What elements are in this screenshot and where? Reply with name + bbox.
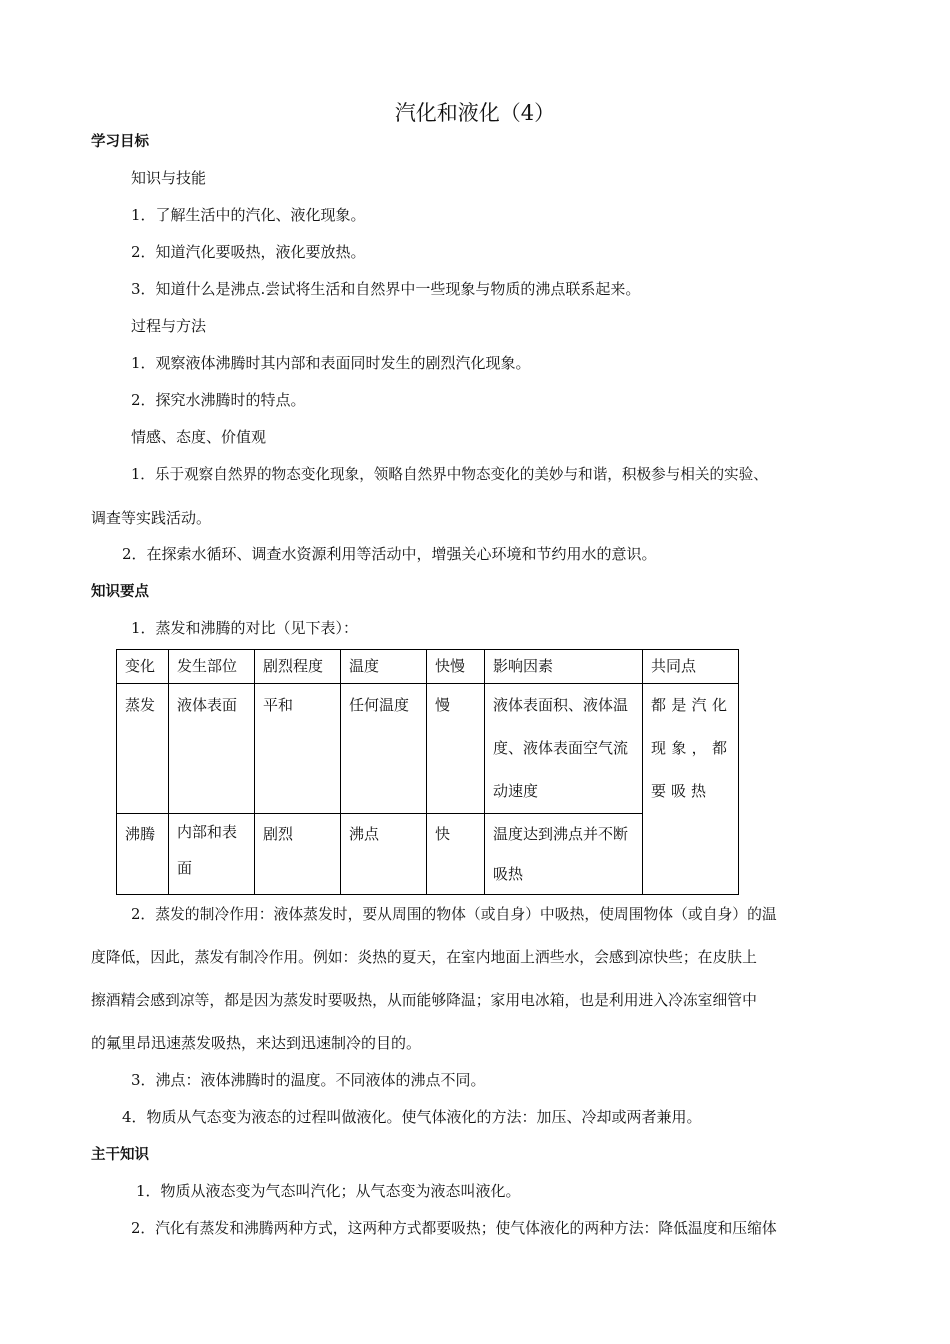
table-cell: 剧烈 [255,814,341,895]
table-header-cell: 发生部位 [169,650,255,684]
page-title: 汽化和液化（4） [394,101,556,125]
knowledge-label: 知识与技能 [131,169,207,187]
points-item-2-line-2: 度降低，因此，蒸发有制冷作用。例如：炎热的夏天，在室内地面上洒些水，会感到凉快些；在皮肤上 [91,949,757,966]
table-cell: 液体表面 [169,684,255,814]
points-item-3: 3．沸点：液体沸腾时的温度。不同液体的沸点不同。 [131,1071,486,1089]
table-header-cell: 变化 [117,650,169,684]
heading-points: 知识要点 [91,584,149,600]
table-header-cell: 温度 [341,650,427,684]
table-cell: 沸腾 [117,814,169,895]
process-item-2: 2．探究水沸腾时的特点。 [131,391,306,409]
table-cell: 沸点 [341,814,427,895]
table-cell: 任何温度 [341,684,427,814]
emotion-item-2: 2．在探索水循环、调查水资源利用等活动中，增强关心环境和节约用水的意识。 [122,545,657,563]
points-item-2-line-1: 2．蒸发的制冷作用：液体蒸发时，要从周围的物体（或自身）中吸热，使周围物体（或自身）的温 [131,906,777,923]
points-item-2-line-4: 的氟里昂迅速蒸发吸热，来达到迅速制冷的目的。 [91,1034,422,1052]
table-header-cell: 剧烈程度 [255,650,341,684]
table-cell: 快 [427,814,485,895]
knowledge-item-2: 2．知道汽化要吸热，液化要放热。 [131,243,366,261]
heading-main: 主干知识 [91,1147,149,1163]
process-item-1: 1．观察液体沸腾时其内部和表面同时发生的剧烈汽化现象。 [131,354,531,372]
table-cell: 平和 [255,684,341,814]
knowledge-item-1: 1．了解生活中的汽化、液化现象。 [131,206,366,224]
points-item-2-line-3: 擦酒精会感到凉等，都是因为蒸发时要吸热，从而能够降温；家用电冰箱，也是利用进入冷冻室细管中 [91,992,757,1009]
main-item-2: 2．汽化有蒸发和沸腾两种方式，这两种方式都要吸热；使气体液化的两种方法：降低温度和压缩体 [131,1220,777,1237]
points-item-1: 1．蒸发和沸腾的对比（见下表）： [131,619,359,637]
process-label: 过程与方法 [131,317,207,335]
table-row [117,684,739,814]
comparison-table [116,649,739,895]
table-header-row [117,650,739,684]
table-header-cell: 影响因素 [485,650,643,684]
table-cell: 慢 [427,684,485,814]
main-item-1: 1．物质从液态变为气态叫汽化；从气态变为液态叫液化。 [136,1182,521,1200]
table-header-cell: 快慢 [427,650,485,684]
emotion-label: 情感、态度、价值观 [131,428,267,446]
table-cell: 内部和表面 [169,814,255,895]
heading-goals: 学习目标 [91,134,149,150]
table-cell-common: 都是汽化现象，都要吸热 [643,684,739,895]
points-item-4: 4．物质从气态变为液态的过程叫做液化。使气体液化的方法：加压、冷却或两者兼用。 [122,1108,702,1126]
knowledge-item-3: 3．知道什么是沸点.尝试将生活和自然界中一些现象与物质的沸点联系起来。 [131,280,641,298]
table-cell: 液体表面积、液体温度、液体表面空气流动速度 [485,684,643,814]
table-cell: 蒸发 [117,684,169,814]
table-cell: 温度达到沸点并不断吸热 [485,814,643,895]
emotion-item-1-line-2: 调查等实践活动。 [91,509,212,527]
table-header-cell: 共同点 [643,650,739,684]
emotion-item-1-line-1: 1．乐于观察自然界的物态变化现象，领略自然界中物态变化的美妙与和谐，积极参与相关的实验、 [131,466,768,483]
